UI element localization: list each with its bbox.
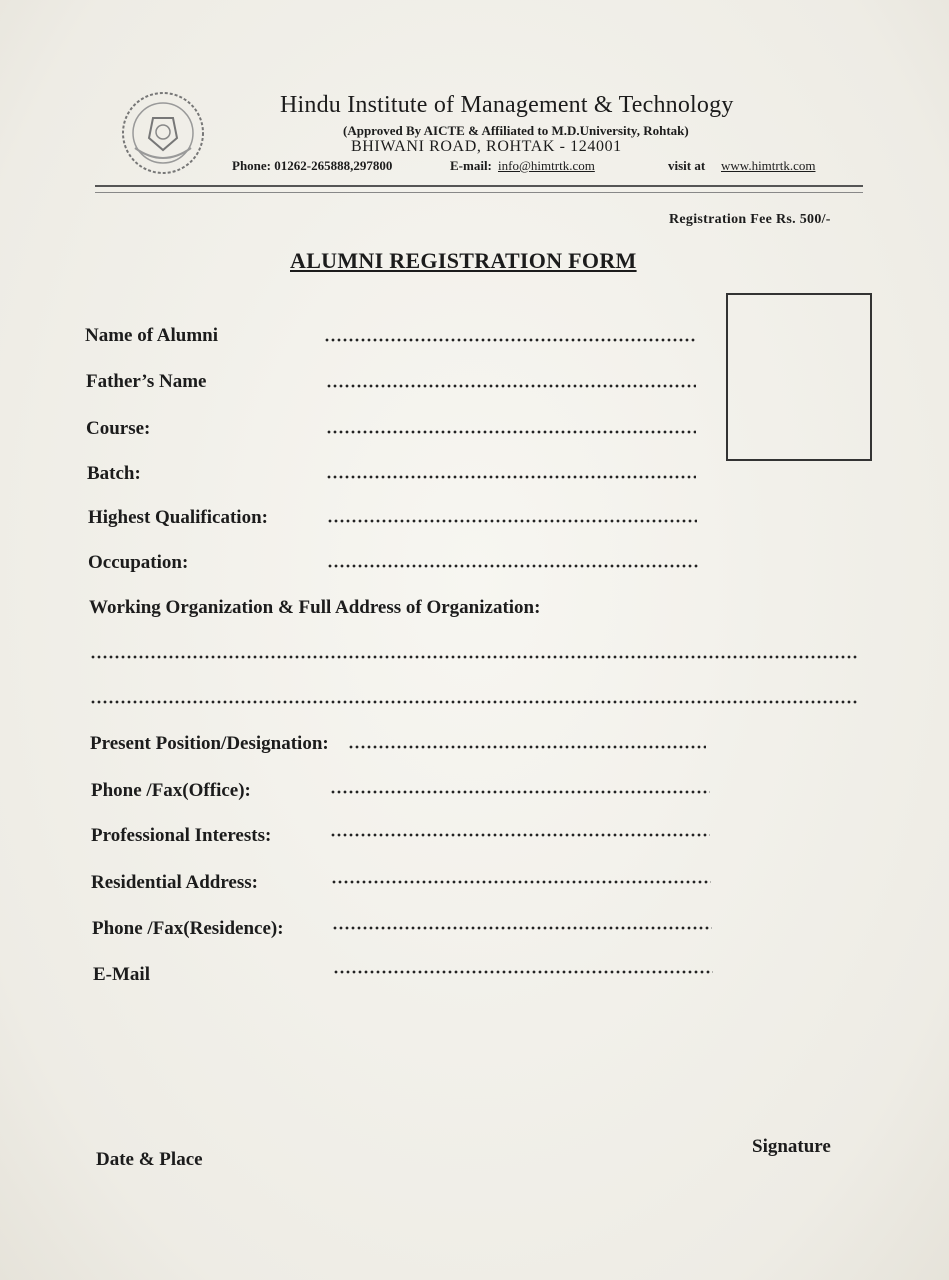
- email-field[interactable]: [333, 970, 713, 974]
- present-position-label: Present Position/Designation:: [90, 733, 329, 754]
- batch-label: Batch:: [87, 463, 141, 484]
- present-position-field[interactable]: [348, 745, 706, 749]
- website-label: visit at: [668, 158, 706, 173]
- course-field[interactable]: [326, 430, 696, 434]
- phone-office-label: Phone /Fax(Office):: [91, 780, 251, 801]
- institute-name: Hindu Institute of Management & Technology: [280, 92, 734, 118]
- form-title: ALUMNI REGISTRATION FORM: [290, 248, 637, 273]
- institute-emblem-icon: [115, 88, 211, 178]
- phone-residence-label: Phone /Fax(Residence):: [92, 918, 284, 939]
- email-field-label: E-Mail: [93, 964, 150, 985]
- organization-address-line-2[interactable]: [90, 700, 858, 704]
- photo-box: [726, 293, 872, 461]
- batch-field[interactable]: [326, 475, 696, 479]
- professional-interests-field[interactable]: [330, 833, 710, 837]
- name-of-alumni-label: Name of Alumni: [85, 325, 218, 346]
- email-link[interactable]: info@himtrtk.com: [498, 158, 595, 173]
- residential-address-field[interactable]: [331, 880, 711, 884]
- registration-fee: Registration Fee Rs. 500/-: [669, 212, 831, 227]
- working-organization-label: Working Organization & Full Address of Organization:: [89, 597, 541, 618]
- phone-residence-field[interactable]: [332, 926, 712, 930]
- signature-label: Signature: [752, 1136, 831, 1157]
- highest-qualification-field[interactable]: [327, 519, 697, 523]
- date-place-label: Date & Place: [96, 1149, 203, 1170]
- professional-interests-label: Professional Interests:: [91, 825, 272, 846]
- organization-address-line-1[interactable]: [90, 655, 858, 659]
- phone-office-field[interactable]: [330, 790, 710, 794]
- website-link[interactable]: www.himtrtk.com: [721, 158, 816, 173]
- email-label: E-mail:: [450, 158, 492, 173]
- fathers-name-field[interactable]: [326, 384, 696, 388]
- name-of-alumni-field[interactable]: [324, 338, 696, 342]
- occupation-field[interactable]: [327, 564, 699, 568]
- residential-address-label: Residential Address:: [91, 872, 258, 893]
- institute-address: BHIWANI ROAD, ROHTAK - 124001: [351, 138, 622, 155]
- header-divider: [95, 185, 863, 193]
- approval-note: (Approved By AICTE & Affiliated to M.D.University, Rohtak): [343, 123, 689, 138]
- occupation-label: Occupation:: [88, 552, 189, 573]
- highest-qualification-label: Highest Qualification:: [88, 507, 268, 528]
- fathers-name-label: Father’s Name: [86, 371, 207, 392]
- phone-text: Phone: 01262-265888,297800: [232, 158, 393, 173]
- course-label: Course:: [86, 418, 151, 439]
